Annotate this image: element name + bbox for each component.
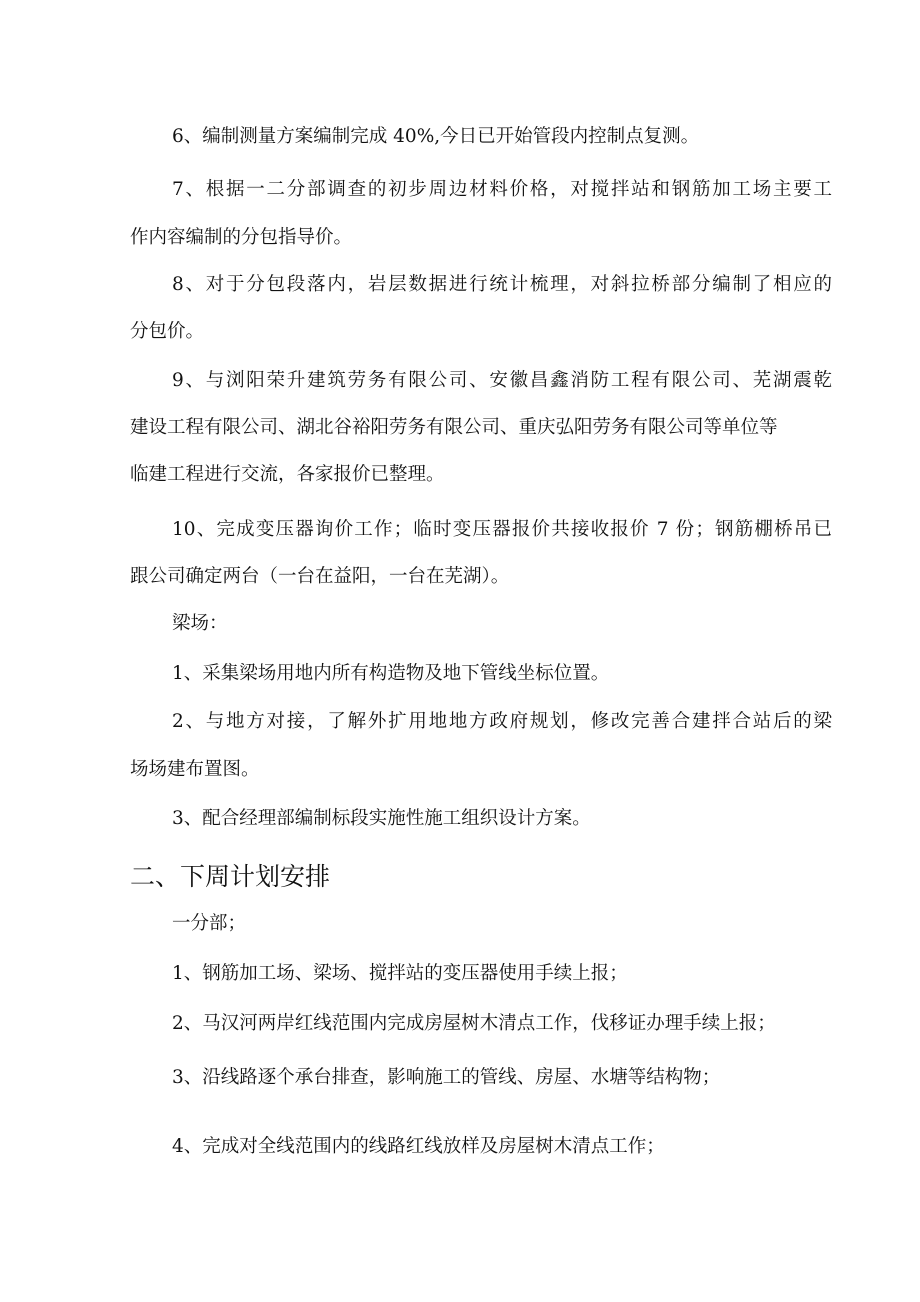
beam-yard-item-1: 1、采集梁场用地内所有构造物及地下管线坐标位置。 [172, 663, 610, 684]
section-heading-next-week: 二、下周计划安排 [130, 862, 331, 891]
item-10-line-2: 跟公司确定两台（一台在益阳，一台在芜湖）。 [130, 566, 510, 587]
item-9-line-3: 临建工程进行交流，各家报价已整理。 [130, 464, 445, 485]
next-week-item-1: 1、钢筋加工场、梁场、搅拌站的变压器使用手续上报； [172, 963, 628, 984]
item-8-line-2: 分包价。 [130, 321, 205, 342]
item-9-line-1: 9、与浏阳荣升建筑劳务有限公司、安徽昌鑫消防工程有限公司、芜湖震乾 [172, 370, 832, 391]
next-week-item-2: 2、马汉河两岸红线范围内完成房屋树木清点工作，伐移证办理手续上报； [172, 1013, 776, 1034]
next-week-item-3: 3、沿线路逐个承台排查，影响施工的管线、房屋、水塘等结构物； [172, 1067, 721, 1088]
beam-yard-item-2-line-2: 场场建布置图。 [130, 759, 260, 780]
item-7-line-1: 7、根据一二分部调查的初步周边材料价格，对搅拌站和钢筋加工场主要工 [172, 179, 832, 200]
next-week-item-4: 4、完成对全线范围内的线路红线放样及房屋树木清点工作； [172, 1136, 665, 1157]
item-8-line-1: 8、对于分包段落内，岩层数据进行统计梳理，对斜拉桥部分编制了相应的 [172, 274, 832, 295]
item-6-line-1: 6、编制测量方案编制完成 40%,今日已开始管段内控制点复测。 [172, 126, 700, 147]
beam-yard-label: 梁场： [172, 613, 228, 634]
next-week-subheading: 一分部； [172, 913, 247, 934]
item-9-line-2: 建设工程有限公司、湖北谷裕阳劳务有限公司、重庆弘阳劳务有限公司等单位等 [130, 417, 778, 438]
item-7-line-2: 作内容编制的分包指导价。 [130, 227, 353, 248]
beam-yard-item-2-line-1: 2、与地方对接，了解外扩用地地方政府规划，修改完善合建拌合站后的梁 [172, 711, 832, 732]
item-10-line-1: 10、完成变压器询价工作；临时变压器报价共接收报价 7 份；钢筋棚桥吊已 [172, 519, 832, 540]
beam-yard-item-3: 3、配合经理部编制标段实施性施工组织设计方案。 [172, 808, 591, 829]
